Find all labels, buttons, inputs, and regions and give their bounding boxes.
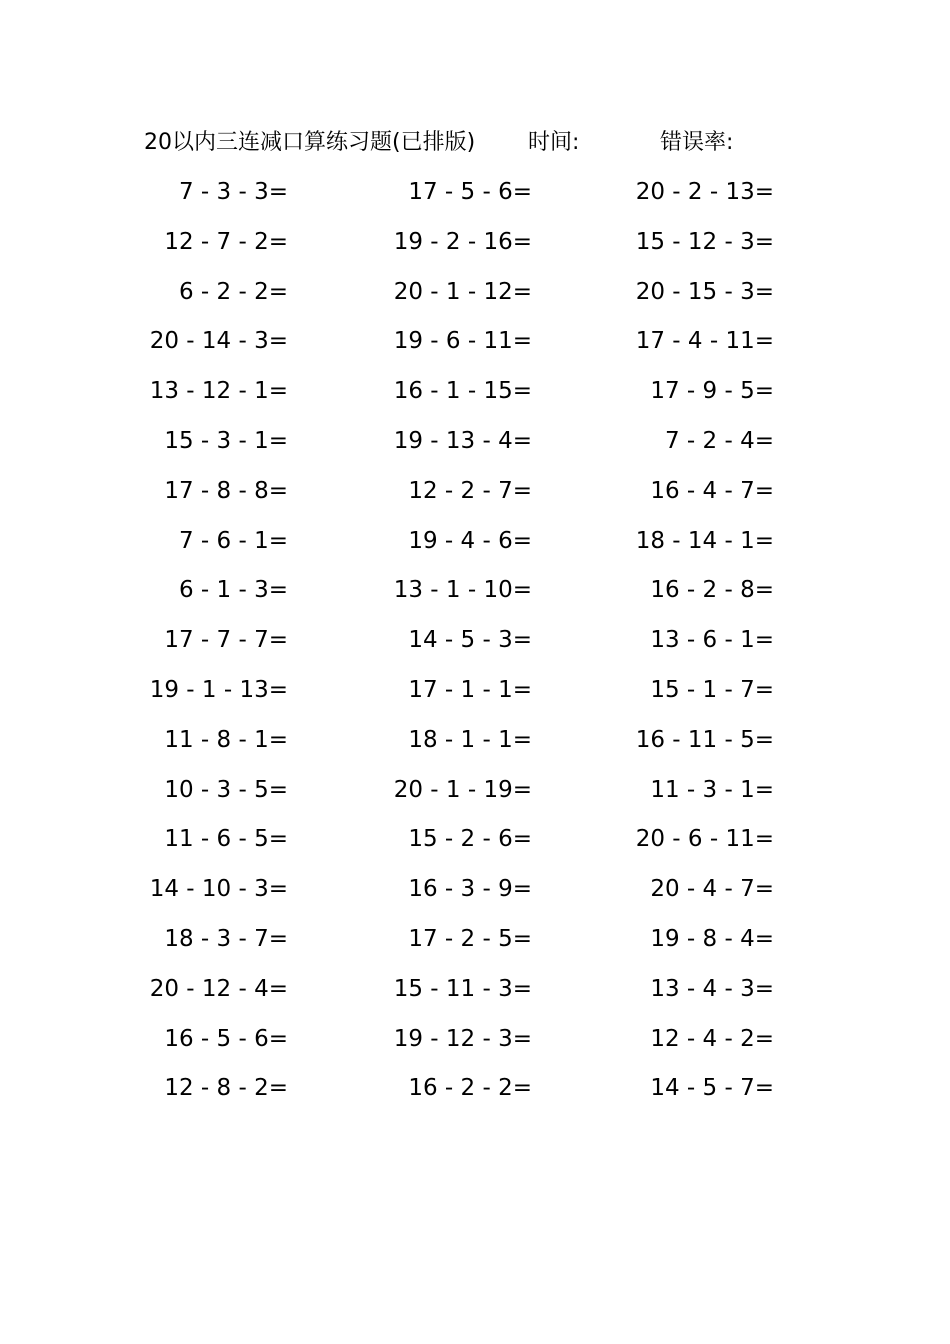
problem: 20 - 1 - 12= [393, 278, 532, 305]
problem-grid [0, 175, 950, 1121]
problem-row [0, 972, 950, 1022]
problem: 20 - 15 - 3= [635, 278, 774, 305]
problem: 14 - 5 - 7= [650, 1075, 774, 1102]
problem: 17 - 4 - 11= [635, 328, 774, 355]
problem-row [0, 175, 950, 225]
problem: 6 - 2 - 2= [178, 278, 288, 305]
problem: 17 - 7 - 7= [164, 627, 288, 654]
problem: 19 - 13 - 4= [393, 427, 532, 454]
problem-row [0, 275, 950, 325]
problem: 17 - 8 - 8= [164, 477, 288, 504]
worksheet-title: 20以内三连减口算练习题(已排版) [144, 130, 476, 155]
problem-row [0, 573, 950, 623]
problem: 18 - 1 - 1= [408, 726, 532, 753]
problem-row [0, 623, 950, 673]
problem-row [0, 524, 950, 574]
problem-row [0, 872, 950, 922]
problem: 18 - 3 - 7= [164, 925, 288, 952]
problem: 16 - 5 - 6= [164, 1025, 288, 1052]
problem: 20 - 4 - 7= [650, 876, 774, 903]
problem: 16 - 2 - 8= [650, 577, 774, 604]
problem-row [0, 922, 950, 972]
problem: 19 - 12 - 3= [393, 1025, 532, 1052]
problem-row [0, 1071, 950, 1121]
problem-row [0, 424, 950, 474]
problem: 20 - 12 - 4= [149, 975, 288, 1002]
problem: 17 - 2 - 5= [408, 925, 532, 952]
problem: 19 - 2 - 16= [393, 228, 532, 255]
problem-row [0, 374, 950, 424]
problem: 10 - 3 - 5= [164, 776, 288, 803]
problem: 17 - 9 - 5= [650, 378, 774, 405]
problem: 13 - 12 - 1= [149, 378, 288, 405]
problem-row [0, 673, 950, 723]
problem: 12 - 4 - 2= [650, 1025, 774, 1052]
problem: 12 - 7 - 2= [164, 228, 288, 255]
problem: 16 - 1 - 15= [393, 378, 532, 405]
problem: 6 - 1 - 3= [178, 577, 288, 604]
problem-row [0, 723, 950, 773]
problem: 16 - 11 - 5= [635, 726, 774, 753]
worksheet-header [0, 126, 950, 160]
problem-row [0, 822, 950, 872]
problem: 19 - 8 - 4= [650, 925, 774, 952]
problem: 15 - 12 - 3= [635, 228, 774, 255]
problem: 17 - 1 - 1= [408, 676, 532, 703]
problem: 15 - 1 - 7= [650, 676, 774, 703]
problem-row [0, 225, 950, 275]
problem: 16 - 3 - 9= [408, 876, 532, 903]
problem: 11 - 3 - 1= [650, 776, 774, 803]
problem: 20 - 6 - 11= [635, 826, 774, 853]
problem: 12 - 8 - 2= [164, 1075, 288, 1102]
problem: 16 - 2 - 2= [408, 1075, 532, 1102]
problem-row [0, 324, 950, 374]
problem: 19 - 1 - 13= [149, 676, 288, 703]
problem: 14 - 10 - 3= [149, 876, 288, 903]
problem: 20 - 14 - 3= [149, 328, 288, 355]
problem: 16 - 4 - 7= [650, 477, 774, 504]
problem: 7 - 3 - 3= [178, 179, 288, 205]
problem-row [0, 773, 950, 823]
problem: 20 - 1 - 19= [393, 776, 532, 803]
problem-row [0, 1022, 950, 1072]
problem: 13 - 6 - 1= [650, 627, 774, 654]
problem: 12 - 2 - 7= [408, 477, 532, 504]
problem: 11 - 8 - 1= [164, 726, 288, 753]
problem: 15 - 11 - 3= [393, 975, 532, 1002]
problem: 13 - 4 - 3= [650, 975, 774, 1002]
problem: 17 - 5 - 6= [408, 179, 532, 205]
time-label: 时间: [528, 130, 580, 155]
problem-row [0, 474, 950, 524]
problem: 11 - 6 - 5= [164, 826, 288, 853]
problem: 7 - 6 - 1= [178, 527, 288, 554]
problem: 18 - 14 - 1= [635, 527, 774, 554]
problem: 7 - 2 - 4= [664, 427, 774, 454]
problem: 19 - 4 - 6= [408, 527, 532, 554]
problem: 15 - 3 - 1= [164, 427, 288, 454]
problem: 19 - 6 - 11= [393, 328, 532, 355]
problem: 15 - 2 - 6= [408, 826, 532, 853]
error-rate-label: 错误率: [660, 130, 734, 155]
problem: 14 - 5 - 3= [408, 627, 532, 654]
problem: 20 - 2 - 13= [635, 179, 774, 205]
problem: 13 - 1 - 10= [393, 577, 532, 604]
